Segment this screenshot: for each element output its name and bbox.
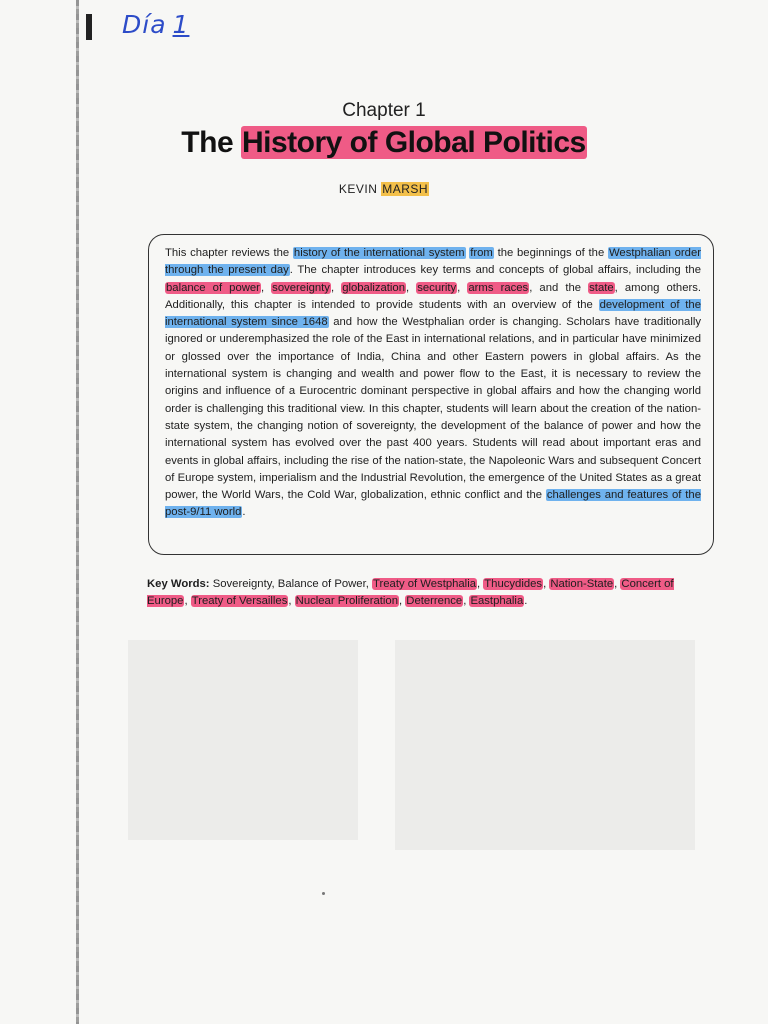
abstract-highlight-pink: globalization [342, 281, 405, 294]
keywords-label: Key Words: [147, 578, 210, 590]
abstract-text-run: and how the Westphalian order is changing. Scholars have traditionally ignored or underemphasized the role of the East in international relations, and in particular have minimized or glossed over the importance of India, China and other Eastern powers in global affairs. As the international system is changing and wealth and power flow to the East, it is necessary to review the origins and influence of a Eurocentric dominant perspective in global affairs and how the changing world order is challenging this traditional view. In this chapter, students will learn about the creation of the nation-state system, the changing notion of sovereignty, the development of the balance of power and how the international system has evolved over the past 400 years. Students will read about important eras and events in global affairs, including the rise of the nation-state, the Napoleonic Wars and subsequent Concert of Europe system, imperialism and the Industrial Revolution, the emergence of the United States as a great power, the World Wars, the Cold War, globalization, ethnic conflict and the [165, 316, 701, 502]
abstract-text-run: , among others. Additionally, this chapter is intended to provide students with an overview of the [165, 281, 702, 311]
abstract-highlight-pink: security [417, 281, 457, 294]
title-prefix: The [181, 126, 241, 159]
abstract-box [148, 234, 714, 555]
keyword-highlight-pink: Concert of Europe [147, 578, 674, 607]
abstract-text [165, 245, 701, 522]
bleed-through-block [395, 640, 695, 850]
abstract-text-run: , [330, 281, 342, 294]
keywords-list [147, 578, 674, 607]
keyword-text-run: . [524, 595, 528, 607]
author-name [0, 182, 768, 196]
keywords-line [147, 576, 717, 610]
abstract-highlight-blue: from [470, 247, 493, 259]
chapter-title [0, 126, 768, 160]
keyword-text-run: , [477, 578, 484, 590]
keyword-text-run: Sovereignty, Balance of Power, [209, 578, 373, 590]
page-edge-mark [86, 14, 92, 40]
keyword-highlight-pink: Treaty of Westphalia [373, 578, 476, 590]
abstract-text-run: the beginnings of the [493, 247, 608, 259]
abstract-highlight-pink: sovereignty [272, 281, 330, 294]
keyword-text-run: , [399, 595, 406, 607]
abstract-highlight-blue: history of the international system [293, 247, 465, 259]
page-speck [322, 892, 325, 895]
abstract-text-run: , [406, 281, 417, 294]
abstract-text-run: This chapter reviews the [165, 247, 293, 259]
abstract-highlight-blue: development of the international system since 1648 [165, 298, 701, 329]
abstract-highlight-pink: state [589, 281, 614, 294]
keyword-highlight-pink: Thucydides [484, 578, 543, 590]
title-highlighted: History of Global Politics [241, 126, 586, 159]
keyword-highlight-pink: Treaty of Versailles [191, 595, 288, 607]
keyword-highlight-pink: Nuclear Proliferation [295, 595, 399, 607]
handwritten-note [122, 10, 189, 39]
chapter-label: Chapter 1 [342, 100, 426, 121]
keyword-text-run: , [288, 595, 295, 607]
handwritten-word: Día [122, 10, 167, 39]
abstract-text-run: , and the [529, 281, 589, 294]
keyword-highlight-pink: Nation-State [550, 578, 614, 590]
abstract-text-run: , [260, 281, 272, 294]
keyword-text-run: , [463, 595, 470, 607]
abstract-highlight-blue: challenges and features of the post-9/11 world [165, 489, 701, 519]
abstract-text-run: . The chapter introduces key terms and concepts of global affairs, including the [289, 264, 701, 277]
abstract-highlight-blue: Westphalian order through the present day [165, 247, 702, 277]
handwritten-number: 1 [172, 10, 190, 39]
bleed-through-block [128, 640, 358, 840]
abstract-text-run: , [457, 281, 468, 294]
abstract-highlight-pink: arms races [468, 281, 529, 294]
abstract-highlight-pink: balance of power [166, 281, 260, 294]
keyword-text-run: , [184, 595, 191, 607]
keyword-text-run: , [614, 578, 621, 590]
keyword-text-run: , [543, 578, 550, 590]
abstract-text-run: . [242, 506, 246, 519]
author-first: KEVIN [338, 182, 382, 196]
keyword-highlight-pink: Eastphalia [470, 595, 524, 607]
keyword-highlight-pink: Deterrence [406, 595, 463, 607]
author-last: MARSH [382, 182, 429, 196]
